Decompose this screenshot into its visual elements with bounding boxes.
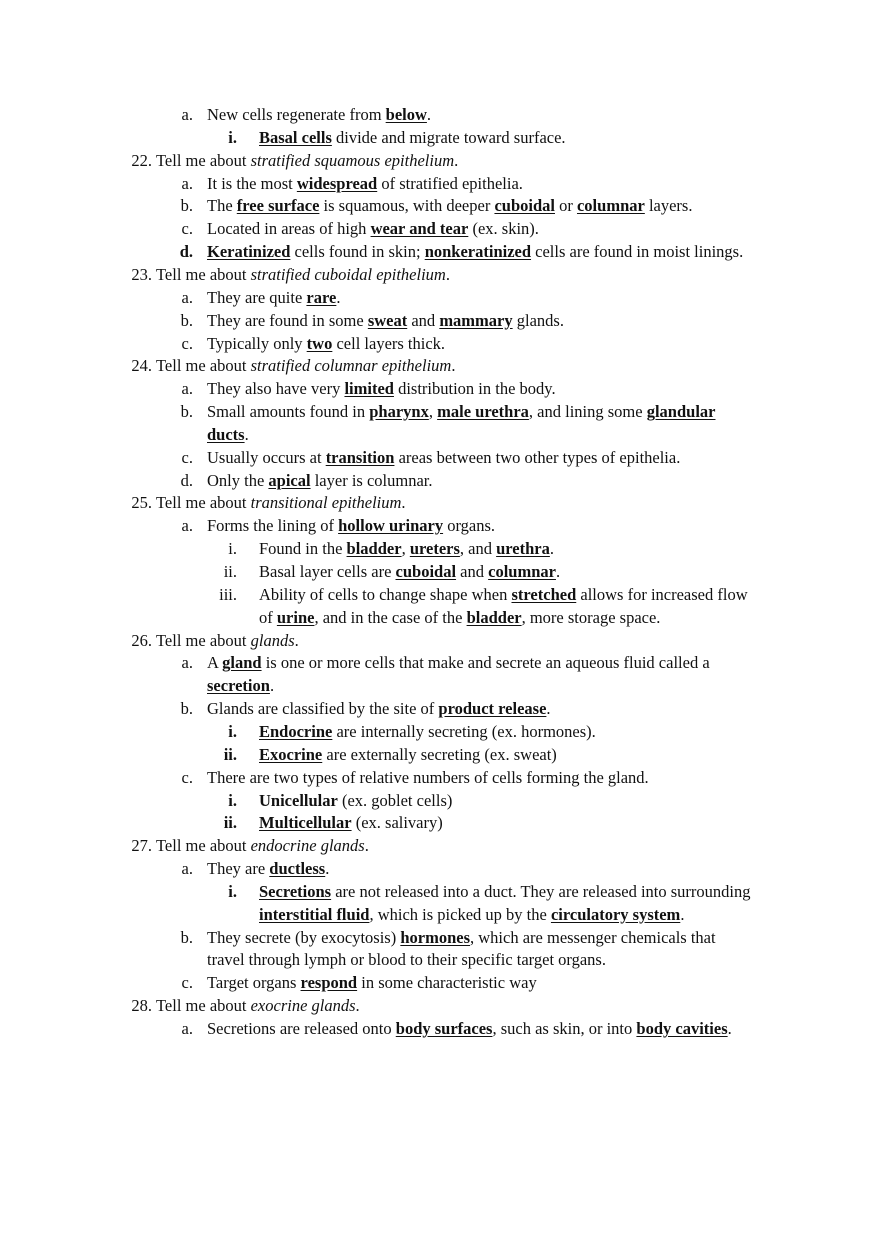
text-run: . [549, 539, 555, 559]
key-term: cuboidal [494, 196, 555, 216]
text-run: Ability of cells to change shape when [259, 584, 512, 604]
topic-title: endocrine glands [250, 836, 365, 856]
item-text [156, 151, 458, 170]
text-run: Glands are classified by the site of [207, 699, 439, 719]
outline-item [92, 834, 369, 857]
text-run: Forms the lining of [207, 516, 339, 536]
outline-item [133, 400, 715, 423]
outline-item [133, 446, 680, 469]
item-text [207, 448, 680, 467]
list-marker: 25. [131, 493, 152, 513]
outline-item [177, 537, 554, 560]
outline-item [177, 811, 443, 834]
outline-item [133, 766, 649, 789]
text-run: , and [459, 539, 497, 559]
outline-item-continuation [133, 423, 249, 446]
list-marker: a. [181, 859, 193, 879]
text-run: . [325, 859, 330, 879]
text-run: New cells regenerate from [207, 105, 386, 124]
list-marker: ii. [223, 562, 237, 581]
key-term: ductless [269, 859, 326, 879]
topic-title: glands [250, 630, 295, 650]
outline-item [133, 1017, 732, 1040]
item-text [156, 493, 406, 512]
item-text [259, 791, 452, 810]
key-term: secretion [207, 676, 270, 696]
list-marker: 28. [131, 996, 152, 1016]
list-marker: b. [180, 699, 193, 719]
list-marker: b. [180, 310, 193, 330]
outline-item [92, 354, 455, 377]
key-term: Multicellular [259, 813, 352, 833]
item-text [156, 631, 299, 650]
outline-item [133, 194, 692, 217]
item-text [259, 539, 554, 558]
text-run: travel through lymph or blood to their specific target organs. [207, 950, 606, 970]
text-run: (ex. skin). [468, 219, 539, 239]
text-run: They are found in some [207, 310, 368, 330]
text-run: , such as skin, or into [492, 1019, 637, 1038]
outline-item [133, 857, 329, 880]
outline-item [133, 651, 710, 674]
text-run: Tell me about [156, 996, 251, 1016]
text-run: and [407, 310, 440, 330]
list-marker: a. [181, 379, 193, 399]
key-term: ducts [207, 424, 245, 444]
key-term: body surfaces [395, 1019, 493, 1038]
list-marker: c. [181, 767, 193, 787]
text-run: . [426, 105, 432, 124]
text-run: Tell me about [156, 356, 251, 376]
text-run: They secrete (by exocytosis) [207, 927, 401, 947]
list-marker: i. [228, 721, 237, 741]
key-term: product release [438, 699, 547, 719]
item-text [207, 768, 649, 787]
item-text [156, 836, 369, 855]
item-text [259, 585, 748, 604]
list-marker: i. [228, 127, 237, 147]
key-term: pharynx [369, 402, 429, 422]
text-run: There are two types of relative numbers of cells forming the gland. [207, 767, 649, 787]
text-run: Typically only [207, 333, 307, 353]
item-text [207, 973, 537, 992]
key-term: respond [300, 973, 358, 993]
key-term: apical [268, 470, 311, 490]
item-text [207, 653, 710, 672]
item-text [156, 996, 360, 1015]
topic-title: stratified cuboidal epithelium [250, 264, 446, 284]
text-run: cell layers thick. [332, 333, 446, 353]
list-marker: 23. [131, 264, 152, 284]
outline-item [92, 994, 360, 1017]
outline-item [133, 697, 551, 720]
item-text [207, 174, 523, 193]
text-run: distribution in the body. [393, 379, 556, 399]
outline-item [177, 126, 566, 149]
text-run: . [727, 1019, 732, 1038]
item-text [207, 242, 743, 261]
text-run: . [555, 562, 561, 581]
key-term: wear and tear [370, 219, 469, 239]
text-run: . [401, 493, 406, 513]
text-run: is one or more cells that make and secrete an aqueous fluid called a [261, 653, 710, 673]
key-term: columnar [576, 196, 645, 216]
text-run: divide and migrate toward surface. [331, 127, 566, 147]
item-text [259, 608, 660, 627]
text-run: It is the most [207, 173, 297, 193]
key-term: widespread [296, 173, 378, 193]
list-marker: a. [181, 105, 193, 124]
text-run: Secretions are released onto [207, 1019, 396, 1038]
text-run: Found in the [259, 539, 347, 559]
item-text [156, 265, 450, 284]
text-run: . [355, 996, 360, 1016]
list-marker: i. [228, 539, 237, 559]
text-run: Tell me about [156, 264, 251, 284]
list-marker: d. [179, 242, 193, 262]
item-text [259, 905, 684, 924]
key-term: glandular [646, 402, 716, 422]
outline-item-continuation [133, 948, 606, 971]
text-run: . [546, 699, 551, 719]
text-run: layer is columnar. [310, 470, 433, 490]
outline-item [177, 583, 748, 606]
text-run: . [680, 904, 685, 924]
text-run: , and lining some [528, 402, 647, 422]
list-marker: ii. [223, 813, 237, 833]
text-run: . [454, 150, 459, 170]
text-run: , and in the case of the [314, 607, 467, 627]
key-term: mammary [439, 310, 513, 330]
key-term: below [385, 105, 427, 124]
item-text [207, 928, 716, 947]
topic-title: transitional epithelium [250, 493, 402, 513]
list-marker: a. [181, 287, 193, 307]
text-run: Located in areas of high [207, 219, 371, 239]
outline-item [133, 309, 564, 332]
text-run: , [401, 539, 410, 559]
outline-item [177, 560, 560, 583]
item-text [207, 425, 249, 444]
outline-item [177, 789, 452, 812]
text-run: Tell me about [156, 836, 251, 856]
list-marker: 22. [131, 150, 152, 170]
list-marker: b. [180, 402, 193, 422]
item-text [207, 859, 329, 878]
text-run: A [207, 653, 223, 673]
text-run: Tell me about [156, 630, 251, 650]
item-text [207, 288, 340, 307]
text-run: , [428, 402, 438, 422]
item-text [156, 356, 455, 375]
list-marker: 26. [131, 630, 152, 650]
text-run: of [259, 607, 277, 627]
topic-title: exocrine glands [250, 996, 356, 1016]
outline-item [92, 263, 450, 286]
text-run: glands. [512, 310, 564, 330]
key-term: circulatory system [550, 904, 681, 924]
key-term: male urethra [437, 402, 529, 422]
item-text [259, 562, 560, 581]
key-term: body cavities [636, 1019, 728, 1038]
list-marker: 24. [131, 356, 152, 376]
text-run: cells are found in moist linings. [531, 242, 744, 262]
text-run: . [451, 356, 456, 376]
key-term: Endocrine [259, 721, 333, 741]
text-run: in some characteristic way [357, 973, 537, 993]
list-marker: iii. [219, 584, 237, 604]
key-term: cuboidal [395, 562, 457, 581]
topic-title: stratified columnar epithelium [250, 356, 452, 376]
text-run: . [364, 836, 369, 856]
key-term: bladder [346, 539, 402, 559]
key-term: Secretions [259, 881, 332, 901]
item-text [207, 219, 539, 238]
text-run: , which is picked up by the [369, 904, 551, 924]
list-marker: a. [181, 1019, 193, 1038]
key-term: urine [276, 607, 315, 627]
list-marker: b. [180, 196, 193, 216]
item-text [207, 471, 432, 490]
outline-item [92, 629, 299, 652]
text-run: are internally secreting (ex. hormones). [332, 721, 596, 741]
list-marker: ii. [223, 744, 237, 764]
item-text [207, 1019, 732, 1038]
key-term: gland [222, 653, 262, 673]
text-run: . [294, 630, 299, 650]
outline-item [92, 149, 458, 172]
key-term: Exocrine [259, 744, 323, 764]
text-run: are not released into a duct. They are released into surrounding [331, 881, 751, 901]
text-run: They also have very [207, 379, 345, 399]
list-marker: 27. [131, 836, 152, 856]
outline-item [177, 743, 557, 766]
item-text [207, 105, 431, 124]
text-run: Target organs [207, 973, 301, 993]
outline-item [92, 491, 406, 514]
outline-item [133, 514, 495, 537]
key-term: hormones [400, 927, 471, 947]
text-run: . [244, 424, 249, 444]
item-text [259, 813, 443, 832]
list-marker: c. [181, 219, 193, 239]
outline-item [133, 926, 716, 949]
item-text [259, 745, 557, 764]
list-marker: c. [181, 447, 193, 467]
outline-item [133, 103, 431, 126]
text-run: organs. [443, 516, 496, 536]
text-run: They are [207, 859, 270, 879]
outline-item-continuation [133, 674, 274, 697]
list-marker: i. [228, 790, 237, 810]
outline-item [133, 332, 445, 355]
key-term: bladder [466, 607, 522, 627]
item-text [259, 128, 566, 147]
outline-item [133, 469, 432, 492]
list-marker: c. [181, 973, 193, 993]
topic-title: stratified squamous epithelium [250, 150, 455, 170]
text-run: is squamous, with deeper [319, 196, 495, 216]
item-text [207, 334, 445, 353]
text-run: , which are messenger chemicals that [470, 927, 716, 947]
text-run: Only the [207, 470, 269, 490]
text-run: Usually occurs at [207, 447, 326, 467]
item-text [207, 516, 495, 535]
text-run: The [207, 196, 237, 216]
text-run: (ex. salivary) [351, 813, 443, 833]
text-run: are externally secreting (ex. sweat) [322, 744, 557, 764]
key-term: limited [344, 379, 394, 399]
key-term: interstitial fluid [259, 904, 370, 924]
outline-item-continuation [177, 903, 684, 926]
item-text [207, 699, 551, 718]
key-term: nonkeratinized [424, 242, 532, 262]
item-text [207, 196, 692, 215]
text-run: allows for increased flow [576, 584, 748, 604]
text-run: areas between two other types of epithelia. [394, 447, 681, 467]
list-marker: a. [181, 173, 193, 193]
list-marker: a. [181, 516, 193, 536]
key-term: ureters [409, 539, 460, 559]
text-run: (ex. goblet cells) [337, 790, 453, 810]
key-term: Basal cells [259, 127, 332, 147]
text-run: Basal layer cells are [259, 562, 396, 581]
item-text [207, 379, 556, 398]
text-run: of stratified epithelia. [377, 173, 523, 193]
text-run: layers. [644, 196, 693, 216]
key-term: transition [325, 447, 395, 467]
key-term: free surface [236, 196, 320, 216]
text-run: , more storage space. [521, 607, 661, 627]
outline-item [133, 971, 537, 994]
text-run: Small amounts found in [207, 402, 370, 422]
item-text [259, 882, 750, 901]
list-marker: b. [180, 927, 193, 947]
list-marker: a. [181, 653, 193, 673]
outline-item [177, 880, 750, 903]
item-text [207, 676, 274, 695]
key-term: sweat [367, 310, 408, 330]
text-run: . [269, 676, 275, 696]
text-run: . [445, 264, 450, 284]
text-run: or [554, 196, 577, 216]
list-marker: i. [228, 881, 237, 901]
item-text [207, 950, 606, 969]
key-term: rare [306, 287, 337, 307]
key-term: stretched [511, 584, 577, 604]
text-run: cells found in skin; [290, 242, 425, 262]
item-text [207, 311, 564, 330]
outline-item [177, 720, 596, 743]
key-term: hollow urinary [338, 516, 444, 536]
item-text [259, 722, 596, 741]
text-run: . [336, 287, 341, 307]
outline-item-continuation [177, 606, 660, 629]
outline-item [133, 286, 340, 309]
text-run: Tell me about [156, 493, 251, 513]
key-term: Keratinized [207, 242, 291, 262]
text-run: and [456, 562, 489, 581]
key-term: columnar [488, 562, 556, 581]
outline-item [133, 217, 539, 240]
key-term: Unicellular [259, 790, 338, 810]
key-term: two [306, 333, 333, 353]
text-run: Tell me about [156, 150, 251, 170]
outline-item [133, 377, 556, 400]
outline-item [133, 172, 523, 195]
key-term: urethra [496, 539, 550, 559]
list-marker: d. [180, 470, 193, 490]
list-marker: c. [181, 333, 193, 353]
outline-item [133, 240, 743, 263]
item-text [207, 402, 715, 421]
text-run: They are quite [207, 287, 307, 307]
